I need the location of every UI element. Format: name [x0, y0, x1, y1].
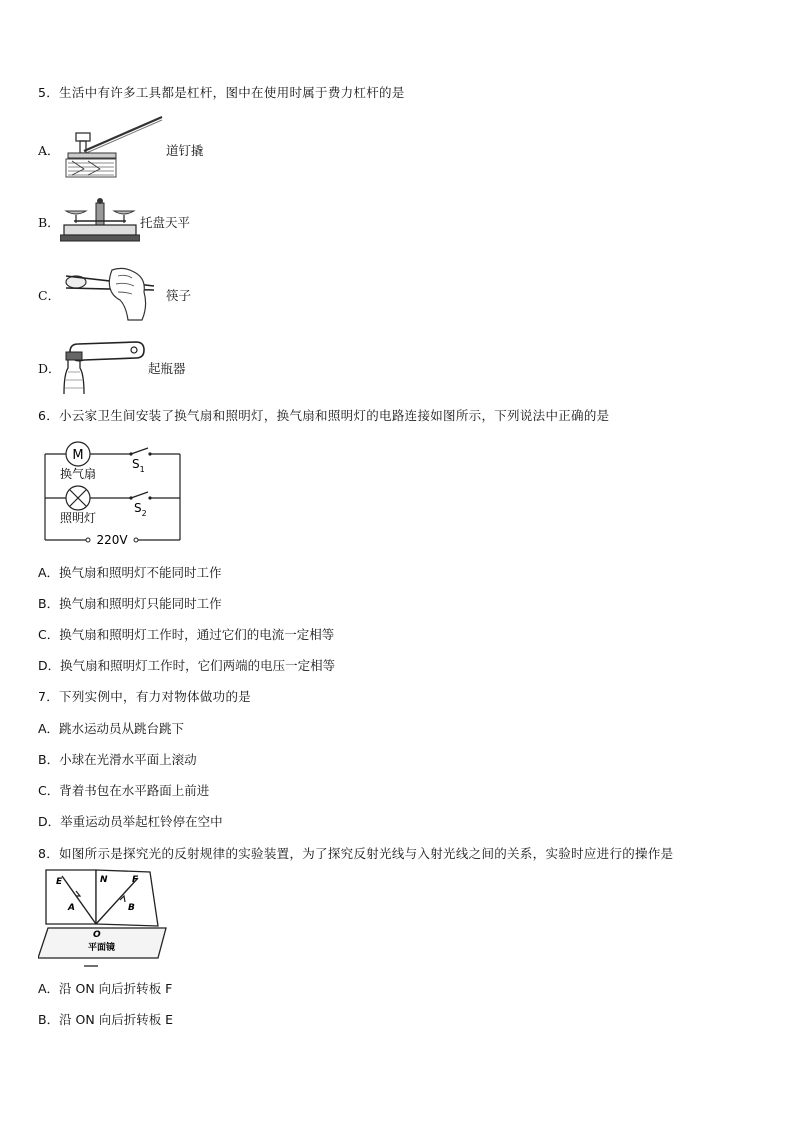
- label-N: N: [100, 875, 108, 885]
- q5-option-d-letter: D．: [38, 361, 61, 376]
- q5-option-a-letter: A．: [38, 143, 60, 158]
- q7-option-d: D．举重运动员举起杠铃停在空中: [38, 814, 223, 829]
- label-E: E: [56, 877, 63, 887]
- q5-option-c-letter: C．: [38, 288, 61, 303]
- supply-label: 220V: [96, 533, 128, 547]
- q6-option-b: B．换气扇和照明灯只能同时工作: [38, 596, 222, 611]
- switch-s1: [131, 448, 148, 454]
- question-6-stem: 6．小云家卫生间安装了换气扇和照明灯，换气扇和照明灯的电路连接如图所示，下列说法中正确的是: [38, 408, 610, 423]
- q5-option-c-caption: 筷子: [166, 288, 192, 303]
- question-7-stem: 7．下列实例中，有力对物体做功的是: [38, 689, 252, 704]
- q8-option-b: B．沿 ON 向后折转板 E: [38, 1012, 174, 1027]
- reflection-experiment-figure: [38, 866, 168, 970]
- label-O: O: [93, 930, 101, 940]
- mirror-label: 平面镜: [88, 943, 116, 953]
- q5-option-b-letter: B．: [38, 215, 60, 230]
- bottle-opener-figure: [58, 338, 148, 394]
- question-5-stem: 5．生活中有许多工具都是杠杆，图中在使用时属于费力杠杆的是: [38, 85, 405, 100]
- motor-label: 换气扇: [60, 467, 97, 481]
- q8-option-a: A．沿 ON 向后折转板 F: [38, 981, 173, 996]
- q7-option-c: C．背着书包在水平路面上前进: [38, 783, 210, 798]
- switch2-label: $S_2$: [134, 501, 147, 518]
- label-B: B: [128, 903, 135, 913]
- switch-s2: [131, 492, 148, 498]
- q7-option-b: B．小球在光滑水平面上滚动: [38, 752, 197, 767]
- lamp-label: 照明灯: [60, 511, 97, 525]
- label-A: A: [68, 903, 75, 913]
- q5-option-a-caption: 道钉撬: [166, 143, 204, 158]
- tray-balance-figure: [60, 195, 140, 245]
- q6-option-d: D．换气扇和照明灯工作时，它们两端的电压一定相等: [38, 658, 336, 673]
- q5-option-b-caption: 托盘天平: [140, 215, 191, 230]
- circuit-diagram: [40, 438, 190, 550]
- q7-option-a: A．跳水运动员从跳台跳下: [38, 721, 185, 736]
- motor-symbol-label: M: [72, 448, 84, 463]
- switch1-label: $S_1$: [132, 457, 145, 474]
- chopsticks-figure: [62, 262, 162, 324]
- q5-option-d-caption: 起瓶器: [148, 361, 186, 376]
- q6-option-c: C．换气扇和照明灯工作时，通过它们的电流一定相等: [38, 627, 335, 642]
- label-F: F: [132, 875, 139, 885]
- q6-option-a: A．换气扇和照明灯不能同时工作: [38, 565, 222, 580]
- question-8-stem: 8．如图所示是探究光的反射规律的实验装置，为了探究反射光线与入射光线之间的关系，实验时应进行的操作是: [38, 846, 674, 861]
- spike-pry-bar-figure: [64, 115, 164, 181]
